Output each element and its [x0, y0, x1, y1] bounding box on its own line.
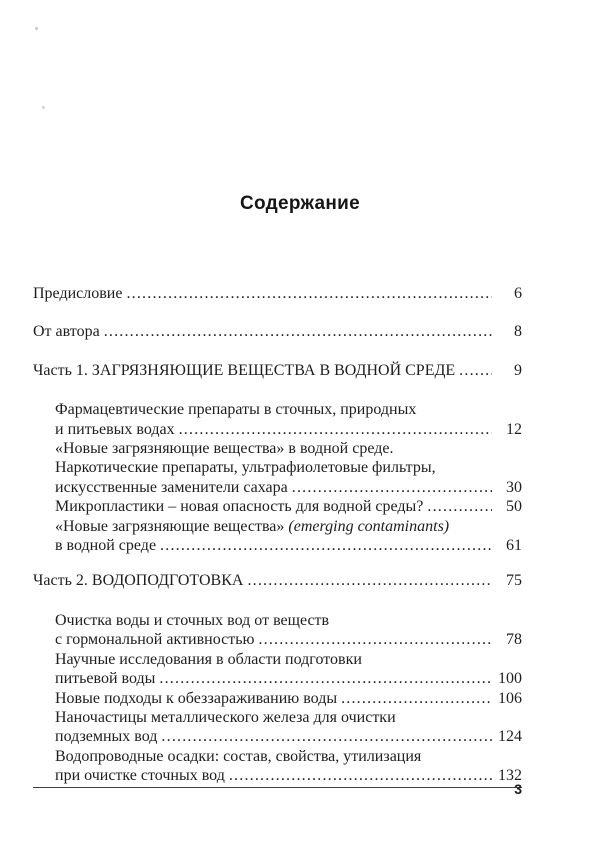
- toc-entry-text: От автора: [33, 323, 100, 341]
- toc-entry-text: Очистка воды и сточных вод от веществ: [55, 611, 330, 629]
- dot-leader: [159, 669, 492, 688]
- dot-leader: [126, 284, 492, 303]
- toc-entry: [33, 708, 522, 747]
- dot-leader: [459, 361, 492, 380]
- toc-page-number: 106: [498, 689, 522, 707]
- toc-line: [33, 361, 522, 380]
- scan-speck: [35, 27, 38, 30]
- toc-entry-text: питьевой воды: [55, 670, 156, 688]
- toc-page-number: 12: [506, 420, 522, 438]
- toc-line: [55, 497, 522, 516]
- toc-entry: [33, 689, 522, 708]
- toc-entry-text: искусственные заменители сахара: [55, 478, 288, 496]
- toc-entry-text: «Новые загрязняющие вещества» (emerging contaminants): [55, 517, 450, 535]
- toc-page-number: 75: [506, 572, 522, 590]
- dot-leader: [258, 630, 492, 649]
- toc-line: [55, 669, 522, 688]
- toc-entry-text: Научные исследования в области подготовки: [55, 650, 362, 668]
- toc-line: [55, 727, 522, 746]
- toc-page-number: 78: [506, 631, 522, 649]
- toc-entry-text: в водной среде: [55, 537, 157, 555]
- toc-entry: [33, 400, 522, 439]
- toc-entry-text: Наночастицы металлического железа для очистки: [55, 708, 396, 726]
- toc-entry: [33, 322, 522, 341]
- toc-page-number: 124: [498, 728, 522, 746]
- toc-entry-text: Предисловие: [33, 285, 123, 302]
- toc-line: [55, 536, 522, 555]
- toc-entry-text: Часть 1. ЗАГРЯЗНЯЮЩИЕ ВЕЩЕСТВА В ВОДНОЙ СРЕДЕ: [33, 361, 456, 379]
- dot-leader: [104, 322, 492, 341]
- toc-entry-text: Новые подходы к обеззараживанию воды: [55, 689, 338, 707]
- toc-entry-text: при очистке сточных вод: [55, 767, 225, 785]
- toc-page-number: 30: [506, 478, 522, 496]
- toc-line: [33, 284, 522, 303]
- toc-line: [33, 571, 522, 590]
- dot-leader: [179, 420, 492, 439]
- toc-line: [55, 611, 522, 630]
- toc-entry: [33, 439, 522, 497]
- toc-entry: [33, 650, 522, 689]
- toc-entry-text: Фармацевтические препараты в сточных, природных: [55, 401, 417, 419]
- toc-page-number: 50: [506, 498, 522, 516]
- toc-line: [55, 420, 522, 439]
- table-of-contents: [33, 284, 522, 786]
- scan-speck: [42, 106, 45, 109]
- toc-entry: [33, 517, 522, 556]
- toc-entry-text: с гормональной активностью: [55, 631, 255, 649]
- dot-leader: [341, 689, 492, 708]
- toc-line: [55, 650, 522, 669]
- toc-entry: [33, 571, 522, 590]
- dot-leader: [247, 571, 492, 590]
- toc-entry-text: Водопроводные осадки: состав, свойства, утилизация: [55, 747, 422, 765]
- toc-page-number: 61: [506, 537, 522, 555]
- toc-entry-text: Часть 2. ВОДОПОДГОТОВКА: [33, 572, 244, 590]
- toc-page-number: 8: [514, 323, 522, 341]
- toc-entry: [33, 284, 522, 303]
- toc-line: [55, 708, 522, 727]
- page-number: 3: [514, 781, 522, 797]
- toc-entry-text: «Новые загрязняющие вещества» в водной среде.: [55, 440, 394, 458]
- toc-line: [55, 517, 522, 536]
- toc-entry: [33, 611, 522, 650]
- dot-leader: [292, 478, 492, 497]
- toc-line: [55, 400, 522, 419]
- dot-leader: [160, 536, 492, 555]
- toc-line: [55, 630, 522, 649]
- toc-line: [55, 458, 522, 477]
- toc-entry-text: Наркотические препараты, ультрафиолетовые фильтры,: [55, 459, 436, 477]
- toc-entry: [33, 747, 522, 786]
- toc-entry-text: Микропластики – новая опасность для водной среды?: [55, 498, 424, 516]
- toc-entry: [33, 497, 522, 516]
- dot-leader: [427, 497, 492, 516]
- toc-entry-text: и питьевых водах: [55, 420, 175, 438]
- toc-line: [55, 478, 522, 497]
- toc-line: [33, 322, 522, 341]
- toc-entry-text: подземных вод: [55, 728, 158, 746]
- toc-page-number: 100: [498, 670, 522, 688]
- toc-page-number: 9: [514, 361, 522, 379]
- toc-line: [55, 747, 522, 766]
- toc-page-number: 6: [514, 285, 522, 302]
- toc-page-number: 132: [498, 767, 522, 785]
- toc-entry: [33, 361, 522, 380]
- page-title: Содержание: [239, 193, 361, 214]
- dot-leader: [161, 727, 492, 746]
- toc-line: [55, 439, 522, 458]
- toc-line: [55, 689, 522, 708]
